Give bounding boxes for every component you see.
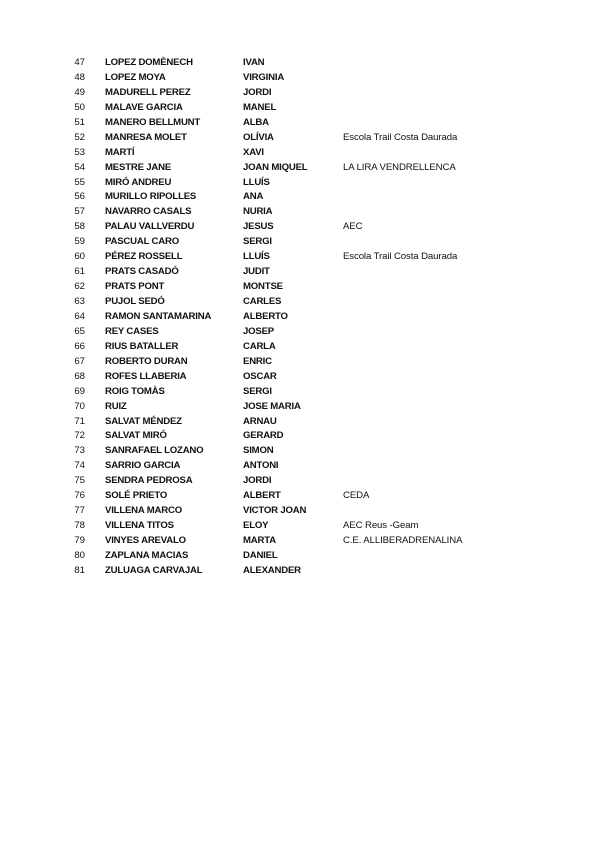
participant-number: 72: [74, 430, 85, 442]
participant-surname: PALAU VALLVERDU: [105, 221, 195, 233]
participant-row: [0, 265, 600, 280]
participant-row: [0, 504, 600, 519]
participant-first-name: ALBA: [243, 116, 269, 128]
participant-row: [0, 489, 600, 504]
participant-surname: ROIG TOMÀS: [105, 385, 165, 397]
participant-first-name: LLUÍS: [243, 176, 270, 188]
participant-surname: MANRESA MOLET: [105, 131, 187, 143]
participant-first-name: ALBERT: [243, 490, 281, 502]
participant-first-name: OSCAR: [243, 370, 277, 382]
participant-row: [0, 310, 600, 325]
participant-surname: VILLENA TITOS: [105, 520, 174, 532]
participant-first-name: JORDI: [243, 86, 272, 98]
participant-row: [0, 429, 600, 444]
participant-number: 65: [74, 325, 85, 337]
participant-number: 48: [74, 71, 85, 83]
participant-number: 67: [74, 355, 85, 367]
participant-row: [0, 519, 600, 534]
participant-club: Escola Trail Costa Daurada: [343, 131, 458, 143]
participant-row: [0, 131, 600, 146]
participant-surname: SENDRA PEDROSA: [105, 475, 193, 487]
participant-number: 49: [74, 86, 85, 98]
participant-number: 80: [74, 549, 85, 561]
participant-first-name: MONTSE: [243, 281, 283, 293]
participant-first-name: ALEXANDER: [243, 564, 301, 576]
participant-first-name: JOSEP: [243, 325, 274, 337]
participant-row: [0, 250, 600, 265]
participant-surname: PÉREZ ROSSELL: [105, 251, 183, 263]
participant-number: 59: [74, 236, 85, 248]
participant-surname: RUIZ: [105, 400, 127, 412]
participant-surname: MURILLO RIPOLLES: [105, 191, 197, 203]
participant-first-name: JUDIT: [243, 266, 270, 278]
participant-first-name: DANIEL: [243, 549, 278, 561]
participant-number: 55: [74, 176, 85, 188]
participant-row: [0, 325, 600, 340]
participant-row: [0, 71, 600, 86]
participant-row: [0, 86, 600, 101]
participant-row: [0, 101, 600, 116]
participant-first-name: MANEL: [243, 101, 277, 113]
participant-first-name: ARNAU: [243, 415, 277, 427]
participant-club: AEC: [343, 221, 363, 233]
participant-club: LA LIRA VENDRELLENCA: [343, 161, 456, 173]
participant-club: CEDA: [343, 490, 370, 502]
participant-first-name: NURIA: [243, 206, 273, 218]
participant-first-name: XAVI: [243, 146, 264, 158]
participant-surname: VILLENA MARCO: [105, 505, 182, 517]
participant-surname: PRATS PONT: [105, 281, 165, 293]
participant-surname: PUJOL SEDÓ: [105, 296, 165, 307]
participant-number: 78: [74, 520, 85, 532]
participant-row: [0, 220, 600, 235]
participant-surname: VINYES AREVALO: [105, 535, 186, 546]
participant-row: [0, 400, 600, 415]
participant-row: [0, 459, 600, 474]
participant-number: 47: [74, 57, 85, 68]
participant-surname: PASCUAL CARO: [105, 236, 179, 248]
participant-first-name: VICTOR JOAN: [243, 505, 307, 517]
participant-number: 51: [74, 116, 85, 128]
participant-club: Escola Trail Costa Daurada: [343, 251, 458, 263]
participant-row: [0, 549, 600, 564]
participant-number: 60: [74, 251, 85, 263]
participant-first-name: OLÍVIA: [243, 131, 274, 143]
participant-surname: SANRAFAEL LOZANO: [105, 445, 204, 457]
participant-first-name: LLUÍS: [243, 251, 270, 263]
participant-row: [0, 295, 600, 310]
participant-first-name: JORDI: [243, 475, 272, 487]
participant-first-name: JESUS: [243, 221, 274, 233]
participant-surname: ROBERTO DURAN: [105, 355, 188, 367]
participant-number: 71: [74, 415, 85, 427]
participant-surname: ZULUAGA CARVAJAL: [105, 564, 203, 576]
participant-surname: SALVAT MÉNDEZ: [105, 415, 182, 427]
participant-number: 62: [74, 281, 85, 293]
participant-row: [0, 534, 600, 549]
participant-club: AEC Reus -Geam: [343, 520, 419, 532]
participant-number: 61: [74, 266, 85, 278]
participant-first-name: GERARD: [243, 430, 284, 442]
participant-row: [0, 56, 600, 71]
participant-surname: MADURELL PEREZ: [105, 86, 191, 98]
participant-number: 50: [74, 101, 85, 113]
participant-row: [0, 146, 600, 161]
participant-row: [0, 444, 600, 459]
participant-first-name: JOAN MIQUEL: [243, 161, 308, 173]
participant-club: C.E. ALLIBERADRENALINA: [343, 535, 463, 546]
participant-row: [0, 280, 600, 295]
participant-number: 69: [74, 385, 85, 397]
participant-first-name: MARTA: [243, 535, 276, 546]
participant-number: 56: [74, 191, 85, 203]
participant-row: [0, 474, 600, 489]
participant-surname: SALVAT MIRÓ: [105, 430, 167, 442]
participant-surname: ZAPLANA MACIAS: [105, 549, 189, 561]
participant-first-name: ELOY: [243, 520, 269, 532]
participant-surname: MIRÓ ANDREU: [105, 176, 172, 188]
participant-number: 81: [74, 564, 85, 576]
participant-number: 64: [74, 310, 85, 322]
participant-surname: MALAVE GARCIA: [105, 101, 183, 113]
participant-surname: RAMON SANTAMARINA: [105, 310, 212, 322]
participant-surname: LOPEZ MOYA: [105, 71, 166, 83]
participant-row: [0, 340, 600, 355]
participant-list: [0, 56, 600, 579]
participant-row: [0, 564, 600, 579]
participant-number: 74: [74, 460, 85, 472]
participant-row: [0, 355, 600, 370]
participant-surname: MARTÍ: [105, 146, 135, 158]
participant-first-name: CARLES: [243, 296, 282, 307]
participant-number: 53: [74, 146, 85, 158]
participant-first-name: ENRIC: [243, 355, 272, 367]
participant-first-name: ANTONI: [243, 460, 279, 472]
participant-first-name: IVAN: [243, 57, 265, 68]
participant-row: [0, 116, 600, 131]
participant-surname: PRATS CASADÓ: [105, 266, 179, 278]
participant-surname: MANERO BELLMUNT: [105, 116, 201, 128]
participant-row: [0, 190, 600, 205]
participant-row: [0, 370, 600, 385]
participant-row: [0, 235, 600, 250]
participant-first-name: CARLA: [243, 340, 276, 352]
participant-number: 54: [74, 161, 85, 173]
participant-row: [0, 415, 600, 430]
participant-row: [0, 385, 600, 400]
participant-surname: LOPEZ DOMÈNECH: [105, 57, 193, 68]
participant-surname: SARRIO GARCIA: [105, 460, 181, 472]
participant-first-name: SERGI: [243, 236, 272, 248]
participant-surname: NAVARRO CASALS: [105, 206, 192, 218]
participant-first-name: SIMON: [243, 445, 274, 457]
participant-number: 77: [74, 505, 85, 517]
participant-row: [0, 176, 600, 191]
participant-first-name: ANA: [243, 191, 264, 203]
participant-number: 57: [74, 206, 85, 218]
participant-number: 66: [74, 340, 85, 352]
participant-first-name: VIRGINIA: [243, 71, 285, 83]
participant-row: [0, 205, 600, 220]
participant-first-name: ALBERTO: [243, 310, 288, 322]
participant-first-name: JOSE MARIA: [243, 400, 301, 412]
participant-row: [0, 161, 600, 176]
participant-first-name: SERGI: [243, 385, 272, 397]
participant-surname: MESTRE JANE: [105, 161, 172, 173]
participant-number: 68: [74, 370, 85, 382]
participant-number: 70: [74, 400, 85, 412]
participant-number: 52: [74, 131, 85, 143]
participant-number: 63: [74, 296, 85, 307]
participant-number: 79: [74, 535, 85, 546]
participant-number: 58: [74, 221, 85, 233]
participant-number: 73: [74, 445, 85, 457]
participant-surname: SOLÉ PRIETO: [105, 490, 168, 502]
participant-surname: ROFES LLABERIA: [105, 370, 187, 382]
participant-surname: RIUS BATALLER: [105, 340, 179, 352]
participant-number: 76: [74, 490, 85, 502]
participant-surname: REY CASES: [105, 325, 159, 337]
participant-number: 75: [74, 475, 85, 487]
